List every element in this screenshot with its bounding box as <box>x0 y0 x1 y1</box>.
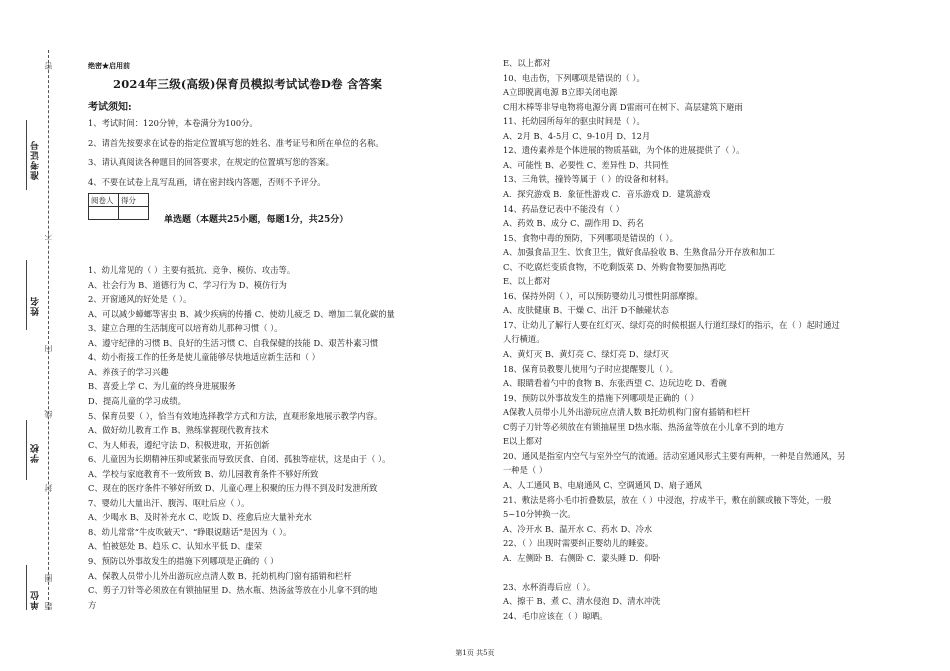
question-line: A．左侧卧 B．右侧卧 C．蒙头睡 D．仰卧 <box>503 552 661 563</box>
name-label: 姓名 <box>31 296 41 316</box>
seal-line <box>48 50 49 610</box>
question-line: 人行横道。 <box>503 334 545 345</box>
question-line: A、加强食品卫生、饮食卫生，做好食品验收 B、生熟食品分开存放和加工 <box>503 247 775 258</box>
grader-cell: 阅卷人 <box>89 194 119 207</box>
seal-mark: 不 <box>44 232 53 240</box>
question-line: D、提高儿童的学习成绩。 <box>88 395 186 406</box>
question-line: A、做好幼儿教育工作 B、熟练掌握现代教育技术 <box>88 425 269 436</box>
question-line: A、人工通风 B、电扇通风 C、空调通风 D、扇子通风 <box>503 479 702 490</box>
score-table <box>88 193 149 220</box>
question-line: A、遵守纪律的习惯 B、良好的生活习惯 C、自我保健的技能 D、艰苦朴素习惯 <box>88 337 379 348</box>
question-line: 8、幼儿常常“牛皮吹破天”、“睁眼说瞎话”是因为（ ）。 <box>88 526 292 537</box>
question-line: 3、请认真阅读各种题目的回答要求，在规定的位置填写您的答案。 <box>88 157 334 167</box>
question-line: 1、考试时间：120分钟，本卷满分为100分。 <box>88 118 258 128</box>
question-line: 12、遗传素养是个体进展的物质基础，为个体的进展提供了（ ）。 <box>503 145 745 156</box>
question-line: 2、开窗通风的好处是（ ）。 <box>88 294 192 305</box>
name-line <box>26 260 27 330</box>
candidate-number-line <box>26 120 27 190</box>
question-line: A立即脱离电源 B立即关闭电源 <box>503 87 618 98</box>
question-line: C、不吃腐烂变质食物，不吃剩饭菜 D、外购食物要加热再吃 <box>503 261 727 272</box>
question-line: 6、儿童因为长期精神压抑或紧张而导致厌食、自闭、孤独等症状，这是由于（ ）。 <box>88 454 391 465</box>
seal-mark: 封 <box>44 484 53 492</box>
question-line: B、喜爱上学 C、为儿童的终身进展服务 <box>88 381 236 392</box>
question-line: 4、不要在试卷上乱写乱画，请在密封线内答题，否则不予评分。 <box>88 176 326 187</box>
score-input-cell[interactable] <box>119 207 149 220</box>
question-line: 21、敷法是将小毛巾折叠数层，放在（ ）中浸泡，拧成半干，敷在前额或腋下等处，一般 <box>503 494 832 505</box>
question-line: A、冷开水 B、温开水 C、药水 D、冷水 <box>503 523 653 534</box>
secret-label: 绝密★启用前 <box>88 61 130 70</box>
question-line: E、以上都对 <box>503 276 551 287</box>
question-line: 4、幼小衔接工作的任务是使儿童能够尽快地适应新生活和（ ） <box>88 352 320 363</box>
question-line: A、养孩子的学习兴趣 <box>88 366 169 377</box>
question-line: 23、水杯消毒后应（ ）。 <box>503 581 596 592</box>
seal-mark: 内 <box>44 345 53 353</box>
question-line: A、擦干 B、煮 C、清水侵泡 D、清水冲洗 <box>503 596 661 607</box>
question-line: 22、（ ）出现时需要纠正婴幼儿的睡姿。 <box>503 538 654 549</box>
question-line: A、药效 B、成分 C、副作用 D、药名 <box>503 218 644 229</box>
question-line: 3、建立合理的生活制度可以培育幼儿那种习惯（ ）。 <box>88 323 283 334</box>
section-title: 单选题（本题共25小题，每题1分，共25分） <box>164 215 349 225</box>
question-line: A、可能性 B、必要性 C、差异性 D、共同性 <box>503 159 669 170</box>
question-line: 19、预防以外事故发生的措施下列哪项是正确的（ ） <box>503 392 699 403</box>
question-line: 24、毛巾应该在（ ）晾晒。 <box>503 610 608 621</box>
question-line: 5、保育员要（ ），恰当有效地选择教学方式和方法，直观形象地展示教学内容。 <box>88 410 383 421</box>
question-line: 9、预防以外事故发生的措施下列哪项是正确的（ ） <box>88 556 279 566</box>
question-line: A．探究游戏 B．象征性游戏 C．音乐游戏 D．建筑游戏 <box>503 188 711 199</box>
unit-line <box>26 565 27 610</box>
question-line: C用木棒等非导电物将电源分离 D雷雨可在树下、高层建筑下避雨 <box>503 101 743 112</box>
question-line: A、黄灯灭 B、黄灯亮 C、绿灯亮 D、绿灯灭 <box>503 349 669 359</box>
question-line: A、2月 B、4-5月 C、9-10月 D、12月 <box>503 130 651 141</box>
score-cell: 得分 <box>119 194 149 207</box>
question-line: 14、药品登记表中不能没有（ ） <box>503 203 625 214</box>
candidate-number-label: 准考证号 <box>31 140 41 180</box>
seal-mark: 题 <box>44 602 53 610</box>
seal-mark: 圈 <box>44 574 53 582</box>
school-label: 学校 <box>31 443 41 463</box>
page-footer: 第1页 共5页 <box>455 649 495 657</box>
question-line: 10、电击伤，下列哪项是错误的（ ）。 <box>503 72 645 83</box>
question-line: A、可以减少蟑螂等害虫 B、减少疾病的传播 C、使幼儿疲乏 D、增加二氧化碳的量 <box>88 308 395 319</box>
question-line: A、学校与家庭教育不一致所致 B、幼儿园教育条件不够好所致 <box>88 468 319 479</box>
page-title: 2024年三级(高级)保育员模拟考试试卷D卷 含答案 <box>113 77 383 91</box>
question-line: A、眼睛看着勺中的食物 B、东张西望 C、边玩边吃 D、看碗 <box>503 378 727 389</box>
seal-mark: 密 <box>44 62 53 70</box>
question-line: 方 <box>88 599 97 610</box>
question-line: A、怕被惩处 B、趋乐 C、认知水平低 D、虚荣 <box>88 541 263 552</box>
question-line: C、剪子刀针等必须放在有锁抽屉里 D、热水瓶、热汤盆等放在小儿拿不到的地 <box>88 585 378 596</box>
question-line: 16、保持外阴（ ），可以预防婴幼儿习惯性阴部摩擦。 <box>503 290 703 301</box>
school-line <box>26 420 27 480</box>
question-line: C、现在的医疗条件不够好所致 D、儿童心理上积聚的压力得不到及时发泄所致 <box>88 483 378 494</box>
question-line: 7、婴幼儿大量出汗、腹泻、呕吐后应（ ）。 <box>88 497 250 508</box>
question-line: 2、请首先按要求在试卷的指定位置填写您的姓名、准考证号和所在单位的名称。 <box>88 137 384 148</box>
question-line: C、为人师表，遵纪守法 D、积极进取，开拓创新 <box>88 439 270 450</box>
question-line: 11、托幼园所每年的驱虫时间是（ ）。 <box>503 116 645 127</box>
question-line: A、保教人员带小儿外出游玩应点清人数 B、托幼机构门窗有插销和栏杆 <box>88 570 352 581</box>
question-line: 18、保育员教婴儿使用勺子时应提醒婴儿（ ）。 <box>503 363 678 374</box>
question-line: E以上都对 <box>503 436 543 447</box>
question-line: A、皮肤健康 B、干燥 C、出汗 D不触碰状态 <box>503 305 669 316</box>
question-line: A保教人员带小儿外出游玩应点清人数 B托幼机构门窗有插销和栏杆 <box>503 407 751 418</box>
question-line: 15、食物中毒的预防，下列哪项是错误的（ ）。 <box>503 232 678 243</box>
question-line: A、少喝水 B、及时补充水 C、吃饭 D、痊愈后应大量补充水 <box>88 512 312 523</box>
question-line: 1、幼儿常见的（ ）主要有抵抗、竞争、模仿、攻击等。 <box>88 265 296 275</box>
question-line: C剪子刀针等必须放在有锁抽屉里 D热水瓶、热汤盆等放在小儿拿不到的地方 <box>503 421 785 432</box>
unit-label: 单位 <box>31 590 41 610</box>
question-line: E、以上都对 <box>503 58 551 68</box>
question-line: 17、让幼儿了解行人要在红灯灭、绿灯亮的时候根据人行道红绿灯的指示，在（ ）起时通过 <box>503 319 840 330</box>
question-line: A、社会行为 B、道德行为 C、学习行为 D、模仿行为 <box>88 279 287 290</box>
question-line: 13、三角铁，撞铃等属于（ ）的设备和材料。 <box>503 174 674 185</box>
notice-heading: 考试须知: <box>88 102 132 113</box>
grader-input-cell[interactable] <box>89 207 119 220</box>
seal-mark: 线 <box>44 410 53 418</box>
question-line: 20、通风是指室内空气与室外空气的流通。活动室通风形式主要有两种，一种是自然通风，另 <box>503 450 846 461</box>
question-line: 一种是（ ） <box>503 465 548 476</box>
question-line: 5~10分钟换一次。 <box>503 509 576 520</box>
